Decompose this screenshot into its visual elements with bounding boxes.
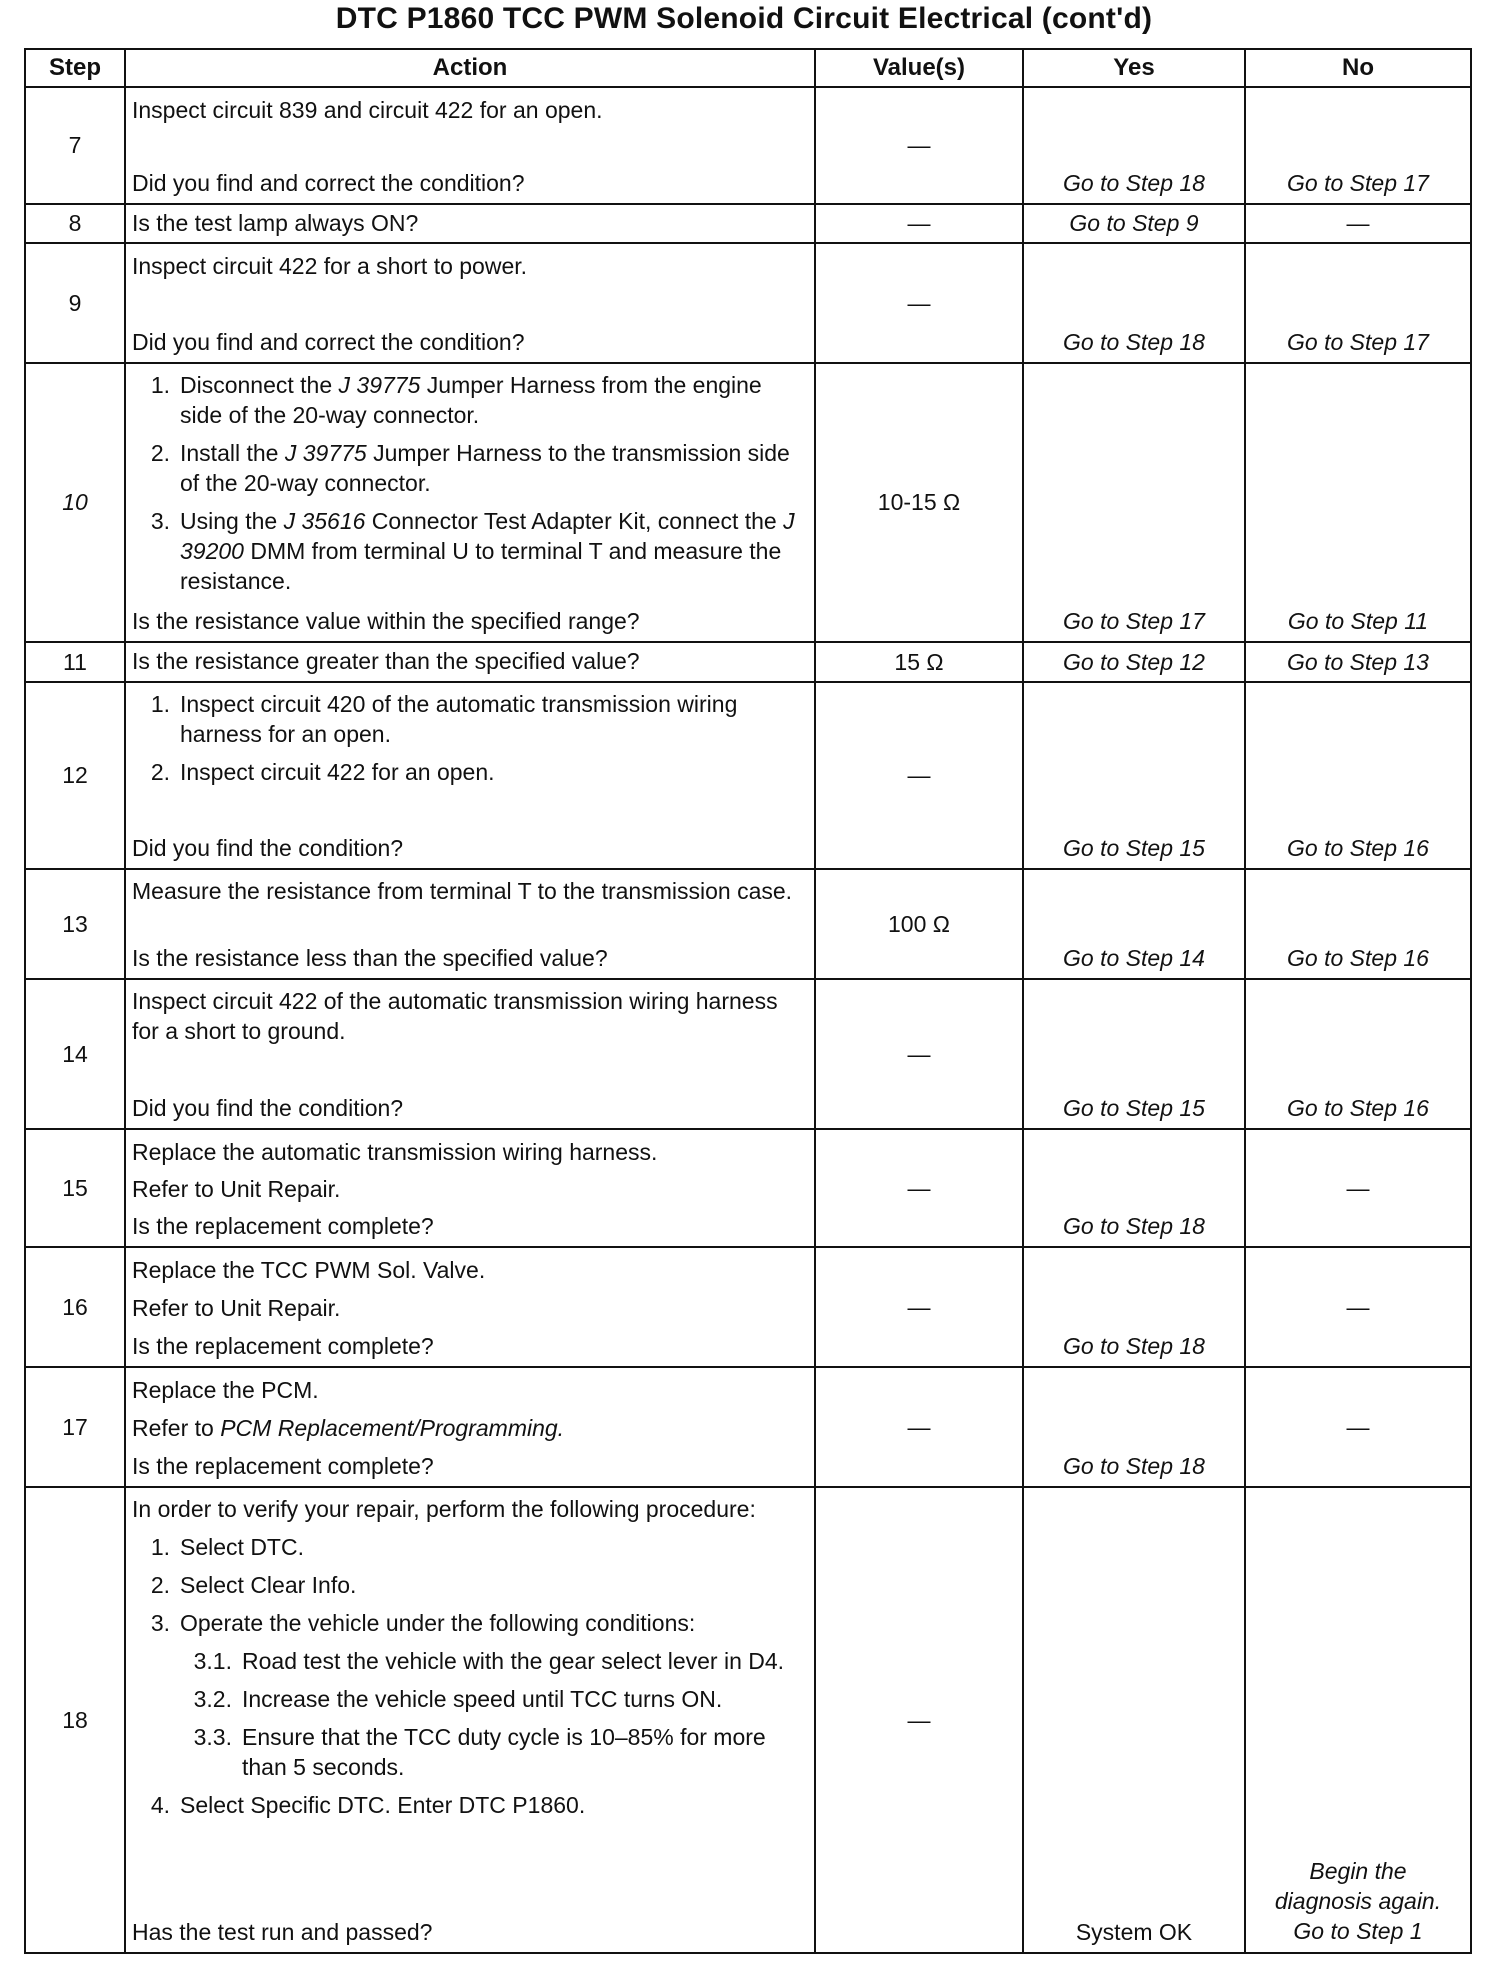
yes-cell: Go to Step 14 [1023, 869, 1245, 979]
table-row [25, 363, 1471, 642]
item-text: Ensure that the TCC duty cycle is 10–85% for more than 5 seconds. [242, 1724, 766, 1780]
yes-cell: Go to Step 18 [1023, 1247, 1245, 1367]
action-text: Inspect circuit 839 and circuit 422 for an open. [132, 97, 603, 123]
list-item [132, 1608, 808, 1638]
value-cell: — [815, 682, 1023, 869]
action-question: Has the test run and passed? [132, 1919, 433, 1945]
tool-reference: J 39775 [284, 440, 367, 466]
item-text: Operate the vehicle under the following conditions: [180, 1610, 696, 1636]
table-row [25, 1487, 1471, 1953]
list-item [132, 506, 808, 596]
action-cell [125, 243, 815, 363]
item-number: 1. [150, 372, 170, 398]
no-text-line: diagnosis again. [1274, 1888, 1442, 1914]
tool-reference: J 39775 [338, 372, 421, 398]
no-text-line: Begin the [1309, 1858, 1407, 1884]
action-cell [125, 869, 815, 979]
item-number: 3. [150, 508, 170, 534]
yes-cell: Go to Step 15 [1023, 979, 1245, 1129]
list-item [132, 370, 808, 430]
step-number: 17 [25, 1367, 125, 1487]
value-cell: — [815, 1247, 1023, 1367]
action-cell [125, 204, 815, 243]
action-cell [125, 1247, 815, 1367]
item-text: Disconnect the J 39775 Jumper Harness from the engine side of the 20-way connector. [180, 372, 762, 428]
table-row [25, 1247, 1471, 1367]
yes-cell: Go to Step 12 [1023, 642, 1245, 682]
table-row [25, 1129, 1471, 1247]
diagnostic-table [24, 48, 1472, 1954]
action-question: Is the replacement complete? [132, 1333, 434, 1359]
action-question: Did you find and correct the condition? [132, 170, 525, 196]
step-number: 15 [25, 1129, 125, 1247]
step-number: 16 [25, 1247, 125, 1367]
no-cell: — [1245, 1247, 1471, 1367]
no-cell: Go to Step 16 [1245, 869, 1471, 979]
action-cell [125, 1129, 815, 1247]
action-question: Is the resistance less than the specified value? [132, 945, 608, 971]
value-cell: 15 Ω [815, 642, 1023, 682]
yes-cell: Go to Step 18 [1023, 243, 1245, 363]
action-question: Did you find the condition? [132, 835, 404, 861]
action-cell [125, 1367, 815, 1487]
no-cell: — [1245, 1129, 1471, 1247]
item-text: Using the J 35616 Connector Test Adapter Kit, connect the J 39200 DMM from terminal U to terminal T and measure the resistance. [180, 508, 795, 594]
action-question: Is the test lamp always ON? [132, 210, 419, 236]
action-question: Is the replacement complete? [132, 1213, 434, 1239]
header-action: Action [125, 49, 815, 87]
action-question: Is the resistance value within the specified range? [132, 608, 640, 634]
sub-list-item [132, 1722, 808, 1782]
action-cell [125, 363, 815, 642]
action-cell [125, 979, 815, 1129]
step-number: 8 [25, 204, 125, 243]
no-cell [1245, 1487, 1471, 1953]
no-cell: Go to Step 16 [1245, 682, 1471, 869]
list-item [132, 689, 808, 749]
step-number: 11 [25, 642, 125, 682]
table-row [25, 204, 1471, 243]
page-title: DTC P1860 TCC PWM Solenoid Circuit Electrical (cont'd) [335, 2, 1153, 35]
procedure-reference: PCM Replacement/Programming. [220, 1415, 565, 1441]
step-number: 12 [25, 682, 125, 869]
list-item [132, 757, 808, 787]
action-question: Is the resistance greater than the specified value? [132, 648, 640, 674]
list-item [132, 1570, 808, 1600]
yes-cell: Go to Step 15 [1023, 682, 1245, 869]
item-number: 3.3. [193, 1724, 232, 1750]
no-cell: Go to Step 13 [1245, 642, 1471, 682]
value-cell: — [815, 1129, 1023, 1247]
no-cell: Go to Step 16 [1245, 979, 1471, 1129]
value-cell: — [815, 1367, 1023, 1487]
action-text: In order to verify your repair, perform the following procedure: [132, 1496, 756, 1522]
action-steps [132, 1494, 808, 1820]
yes-cell: Go to Step 18 [1023, 1129, 1245, 1247]
no-cell: Go to Step 17 [1245, 243, 1471, 363]
action-text: Inspect circuit 422 of the automatic transmission wiring harness for a short to ground. [132, 988, 778, 1044]
item-number: 2. [150, 1572, 170, 1598]
item-text: Inspect circuit 422 for an open. [180, 759, 495, 785]
action-steps [132, 689, 808, 795]
action-cell [125, 682, 815, 869]
table-row [25, 642, 1471, 682]
action-text: Refer to PCM Replacement/Programming. [132, 1415, 565, 1441]
value-cell: — [815, 243, 1023, 363]
header-yes: Yes [1023, 49, 1245, 87]
header-no: No [1245, 49, 1471, 87]
action-text: Refer to Unit Repair. [132, 1176, 341, 1202]
item-text: Install the J 39775 Jumper Harness to the transmission side of the 20-way connector. [180, 440, 790, 496]
no-cell: — [1245, 1367, 1471, 1487]
action-text: Inspect circuit 422 for a short to power. [132, 253, 528, 279]
action-cell [125, 87, 815, 204]
item-number: 1. [150, 1534, 170, 1560]
yes-cell: Go to Step 18 [1023, 87, 1245, 204]
action-steps [132, 370, 808, 596]
table-row [25, 87, 1471, 204]
action-cell [125, 642, 815, 682]
item-number: 1. [150, 691, 170, 717]
item-number: 4. [150, 1792, 170, 1818]
sub-list-item [132, 1684, 808, 1714]
table-row [25, 1367, 1471, 1487]
header-value: Value(s) [815, 49, 1023, 87]
yes-cell: Go to Step 18 [1023, 1367, 1245, 1487]
list-item [132, 1532, 808, 1562]
step-number: 14 [25, 979, 125, 1129]
no-cell: Go to Step 17 [1245, 87, 1471, 204]
table-row [25, 682, 1471, 869]
action-question: Did you find the condition? [132, 1095, 404, 1121]
item-text: Select Specific DTC. Enter DTC P1860. [180, 1792, 586, 1818]
value-cell: 100 Ω [815, 869, 1023, 979]
item-text: Select Clear Info. [180, 1572, 357, 1598]
value-cell: — [815, 1487, 1023, 1953]
item-text: Select DTC. [180, 1534, 304, 1560]
list-item [132, 1790, 808, 1820]
value-cell: — [815, 87, 1023, 204]
table-row [25, 979, 1471, 1129]
table-header-row [25, 49, 1471, 87]
action-question: Did you find and correct the condition? [132, 329, 525, 355]
no-cell: Go to Step 11 [1245, 363, 1471, 642]
item-number: 3. [150, 1610, 170, 1636]
no-text-line: Go to Step 1 [1293, 1918, 1423, 1944]
yes-cell: Go to Step 17 [1023, 363, 1245, 642]
yes-cell: Go to Step 9 [1023, 204, 1245, 243]
header-step: Step [25, 49, 125, 87]
step-number: 9 [25, 243, 125, 363]
step-number: 13 [25, 869, 125, 979]
action-text: Replace the automatic transmission wiring harness. [132, 1139, 658, 1165]
value-cell: 10-15 Ω [815, 363, 1023, 642]
sub-list-item [132, 1646, 808, 1676]
action-question: Is the replacement complete? [132, 1453, 434, 1479]
item-number: 2. [150, 759, 170, 785]
tool-reference: J 39200 [180, 508, 795, 564]
item-text: Inspect circuit 420 of the automatic transmission wiring harness for an open. [180, 691, 738, 747]
table-row [25, 243, 1471, 363]
value-cell: — [815, 979, 1023, 1129]
yes-cell: System OK [1023, 1487, 1245, 1953]
action-text: Replace the PCM. [132, 1377, 319, 1403]
item-text: Road test the vehicle with the gear select lever in D4. [242, 1648, 785, 1674]
action-text: Replace the TCC PWM Sol. Valve. [132, 1257, 486, 1283]
item-number: 2. [150, 440, 170, 466]
list-item [132, 438, 808, 498]
value-cell: — [815, 204, 1023, 243]
action-text: Measure the resistance from terminal T to the transmission case. [132, 878, 793, 904]
step-number: 18 [25, 1487, 125, 1953]
no-cell: — [1245, 204, 1471, 243]
tool-reference: J 35616 [283, 508, 366, 534]
item-text: Increase the vehicle speed until TCC turns ON. [242, 1686, 723, 1712]
action-text: Refer to Unit Repair. [132, 1295, 341, 1321]
step-number: 10 [25, 363, 125, 642]
item-number: 3.1. [193, 1648, 232, 1674]
table-row [25, 869, 1471, 979]
action-cell [125, 1487, 815, 1953]
item-number: 3.2. [193, 1686, 232, 1712]
step-number: 7 [25, 87, 125, 204]
